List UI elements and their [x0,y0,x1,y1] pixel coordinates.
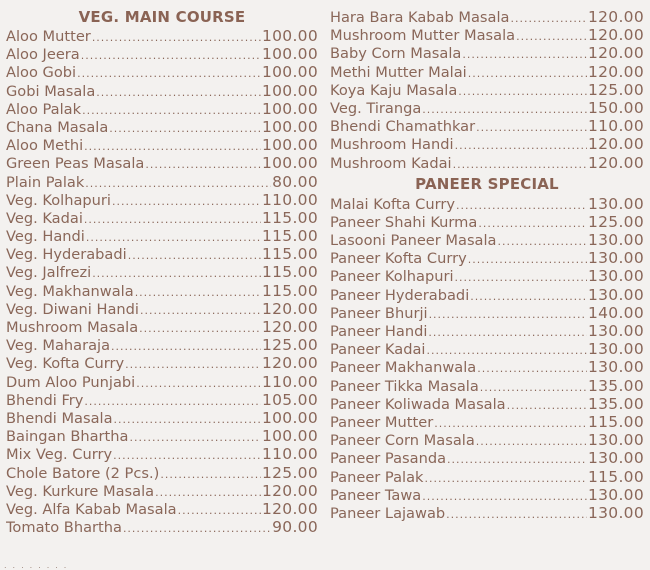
menu-item [6,318,318,336]
dot-leader [470,288,587,304]
menu-item-name: Paneer Lajawab [330,504,446,522]
menu-item [6,336,318,354]
menu-item-name: Aloo Jeera [6,46,80,64]
dot-leader [455,137,587,153]
dot-leader [155,484,261,500]
menu-item-price: 115.00 [261,263,318,282]
dot-leader [422,101,587,117]
menu-item-name: Bhendi Fry [6,391,84,409]
dot-leader [84,138,261,154]
menu-item-price: 100.00 [261,45,318,64]
menu-item-price: 130.00 [587,249,644,268]
menu-item [6,209,318,227]
menu-item [6,500,318,518]
menu-item-price: 120.00 [587,44,644,63]
menu-list-paneer-special [330,195,644,522]
menu-item [6,45,318,63]
menu-item-name: Veg. Kolhapuri [6,191,111,209]
menu-item-price: 130.00 [587,231,644,250]
menu-item-price: 130.00 [587,340,644,359]
menu-item [330,231,644,249]
menu-item-name: Plain Palak [6,173,85,191]
menu-item-price: 100.00 [261,27,318,45]
menu-item-name: Baby Corn Masala [330,45,462,63]
menu-item-name: Chana Masala [6,118,109,136]
menu-item [330,63,644,81]
dot-leader [480,379,587,395]
dot-leader [428,324,587,340]
dot-leader [477,360,587,376]
dot-leader [128,247,261,263]
menu-item-name: Aloo Palak [6,100,82,118]
menu-item-name: Paneer Tawa [330,486,422,504]
menu-item [330,486,644,504]
dot-leader [516,28,587,44]
dot-leader [458,83,587,99]
menu-item-price: 120.00 [261,354,318,373]
menu-item-name: Gobi Masala [6,82,96,100]
menu-item-price: 100.00 [261,117,318,136]
dot-leader [468,65,587,81]
menu-item-price: 115.00 [261,227,318,246]
dot-leader [86,229,261,245]
menu-item-name: Tomato Bhartha [6,519,122,537]
menu-item [6,227,318,245]
dot-leader [85,175,271,191]
menu-item [6,191,318,209]
menu-item [6,136,318,154]
dot-leader [123,520,271,536]
menu-item-name: Paneer Hyderabadi [330,286,470,304]
menu-item-price: 125.00 [261,336,318,355]
menu-item-name: Paneer Kolhapuri [330,268,454,286]
menu-item-price: 120.00 [261,481,318,500]
menu-item-name: Mix Veg. Curry [6,446,113,464]
menu-item-name: Paneer Kofta Curry [330,250,467,268]
menu-item [330,195,644,213]
menu-item-name: Malai Kofta Curry [330,195,456,213]
menu-item [330,377,644,395]
dot-leader [112,193,261,209]
dot-leader [178,502,261,518]
dot-leader [476,119,587,135]
menu-item-name: Paneer Tikka Masala [330,377,479,395]
menu-item [330,249,644,267]
menu-item [6,100,318,118]
menu-item-price: 130.00 [587,285,644,304]
menu-item [6,245,318,263]
menu-item [330,322,644,340]
dot-leader [426,342,587,358]
menu-item-price: 130.00 [587,194,644,213]
menu-item-price: 130.00 [587,431,644,450]
menu-item [6,27,318,45]
menu-item-price: 125.00 [587,80,644,99]
menu-item-name: Veg. Makhanwala [6,282,134,300]
menu-item [330,431,644,449]
menu-item [330,413,644,431]
dot-leader [129,429,260,445]
menu-item-price: 115.00 [587,412,644,431]
menu-item-price: 110.00 [261,190,318,209]
menu-item [6,427,318,445]
menu-item-price: 105.00 [261,390,318,409]
menu-item-price: 135.00 [587,394,644,413]
menu-item-price: 115.00 [261,245,318,264]
menu-item-name: Chole Batore (2 Pcs.) [6,464,160,482]
dot-leader [455,269,587,285]
menu-item [330,267,644,285]
menu-item [6,518,318,536]
menu-column-right [330,8,644,522]
menu-item-name: Paneer Pasanda [330,450,447,468]
menu-item-price: 100.00 [261,427,318,446]
dot-leader [81,47,261,63]
dot-leader [507,397,587,413]
menu-item-price: 130.00 [587,358,644,377]
menu-item-price: 120.00 [261,499,318,518]
dot-leader [510,10,586,26]
dot-leader [476,433,587,449]
menu-item-name: Veg. Kadai [6,209,83,227]
menu-item [6,300,318,318]
menu-item-price: 150.00 [587,98,644,117]
menu-item [330,358,644,376]
menu-item [330,340,644,358]
dot-leader [139,320,261,336]
menu-item-name: Koya Kaju Masala [330,81,458,99]
menu-item [6,82,318,100]
menu-item-name: Dum Aloo Punjabi [6,373,136,391]
menu-item-name: Aloo Methi [6,137,84,155]
menu-item-price: 115.00 [587,467,644,486]
dot-leader [447,451,587,467]
menu-item-name: Veg. Jalfrezi [6,264,92,282]
dot-leader [96,84,261,100]
menu-item-name: Mushroom Kadai [330,154,452,172]
menu-item [330,468,644,486]
dot-leader [111,338,261,354]
menu-item [6,118,318,136]
dot-leader [84,211,261,227]
menu-item-name: Methi Mutter Malai [330,63,467,81]
dot-leader [140,302,261,318]
menu-item-name: Paneer Makhanwala [330,359,477,377]
dot-leader [456,197,587,213]
menu-item-name: Green Peas Masala [6,155,145,173]
dot-leader [145,156,261,172]
menu-item-price: 120.00 [587,26,644,45]
menu-item-name: Veg. Handi [6,228,85,246]
dot-leader [498,233,587,249]
dot-leader [77,65,261,81]
menu-list-veg-main-course [6,27,318,536]
menu-item [330,286,644,304]
menu-item-name: Baingan Bhartha [6,428,129,446]
menu-item-name: Bhendi Masala [6,409,113,427]
menu-item-price: 130.00 [587,485,644,504]
dot-leader [82,102,261,118]
section-title-veg-main-course: VEG. MAIN COURSE [78,8,246,26]
menu-item [330,44,644,62]
menu-item-name: Aloo Gobi [6,64,77,82]
menu-item-price: 100.00 [261,408,318,427]
menu-item [6,154,318,172]
menu-item [330,81,644,99]
menu-item-name: Paneer Shahi Kurma [330,213,478,231]
menu-item [330,504,644,522]
menu-item [6,63,318,81]
dot-leader [446,506,587,522]
menu-item [330,449,644,467]
dot-leader [468,251,587,267]
dot-leader [135,284,261,300]
menu-item-name: Paneer Kadai [330,341,426,359]
dot-leader [462,46,587,62]
dot-leader [114,411,261,427]
menu-item [330,135,644,153]
dot-leader [92,265,261,281]
dot-leader [422,488,587,504]
menu-item-price: 110.00 [261,445,318,464]
menu-item-price: 110.00 [261,372,318,391]
menu-item-price: 100.00 [261,99,318,118]
menu-item-price: 100.00 [261,154,318,173]
menu-item-name: Veg. Tiranga [330,99,422,117]
dot-leader [113,447,261,463]
menu-item-name: Veg. Kofta Curry [6,355,125,373]
menu-item-price: 90.00 [272,518,318,537]
menu-item [6,445,318,463]
menu-item-price: 115.00 [261,208,318,227]
menu-item-price: 115.00 [261,281,318,300]
menu-item-price: 120.00 [587,135,644,154]
menu-item-name: Veg. Kurkure Masala [6,482,155,500]
menu-item-price: 130.00 [587,503,644,522]
menu-item [6,464,318,482]
dot-leader [429,306,587,322]
menu-list-veg-main-course-continued [330,8,644,172]
menu-item-name: Mushroom Mutter Masala [330,27,516,45]
menu-item-name: Hara Bara Kabab Masala [330,9,510,26]
menu-item [6,173,318,191]
menu-item-name: Paneer Koliwada Masala [330,395,506,413]
menu-item-price: 110.00 [587,117,644,136]
dot-leader [84,393,261,409]
menu-item [330,117,644,135]
menu-column-left [6,7,318,536]
menu-item [330,154,644,172]
menu-item [330,8,644,26]
menu-item [6,391,318,409]
menu-item-price: 120.00 [587,62,644,81]
menu-item [6,282,318,300]
menu-item-name: Mushroom Masala [6,319,139,336]
dot-leader [109,120,261,136]
dot-leader [136,375,261,391]
dot-leader [92,29,261,45]
menu-item-price: 120.00 [587,153,644,172]
dot-leader [125,356,261,372]
menu-item-name: Bhendi Chamathkar [330,118,476,136]
menu-item-price: 120.00 [587,8,644,26]
menu-item-name: Paneer Palak [330,468,424,486]
menu-item [330,304,644,322]
menu-item-name: Veg. Alfa Kabab Masala [6,500,177,518]
section-title-paneer-special: PANEER SPECIAL [415,174,559,193]
menu-item-name: Paneer Handi [330,323,428,340]
menu-item [6,482,318,500]
menu-item-name: Mushroom Handi [330,136,454,154]
dot-leader [478,215,587,231]
menu-item-name: Veg. Diwani Handi [6,300,139,318]
footer-decoration: ........ [4,561,73,570]
dot-leader [434,415,587,431]
menu-item-price: 130.00 [587,267,644,286]
menu-item-price: 125.00 [587,212,644,231]
menu-item-name: Veg. Hyderabadi [6,246,127,264]
menu-item-name: Aloo Mutter [6,28,91,45]
menu-item-price: 125.00 [261,463,318,482]
menu-item [330,213,644,231]
menu-item-price: 140.00 [587,303,644,322]
dot-leader [453,156,587,172]
menu-item-price: 120.00 [261,299,318,318]
menu-item-price: 100.00 [261,63,318,82]
menu-item [6,373,318,391]
dot-leader [424,470,586,486]
dot-leader [160,466,261,482]
menu-item [330,395,644,413]
menu-item-price: 100.00 [261,81,318,100]
menu-item-name: Lasooni Paneer Masala [330,232,497,250]
menu-item-price: 130.00 [587,322,644,340]
menu-item-price: 100.00 [261,136,318,155]
menu-item [330,26,644,44]
menu-item [6,354,318,372]
menu-item-price: 80.00 [272,172,318,191]
menu-item-name: Paneer Corn Masala [330,432,475,450]
menu-item-price: 135.00 [587,376,644,395]
menu-item [330,99,644,117]
menu-item [6,263,318,281]
menu-item-name: Veg. Maharaja [6,337,111,355]
menu-item-price: 120.00 [261,318,318,336]
menu-item-name: Paneer Mutter [330,413,434,431]
menu-item-name: Paneer Bhurji [330,304,428,322]
menu-item [6,409,318,427]
menu-item-price: 130.00 [587,449,644,468]
